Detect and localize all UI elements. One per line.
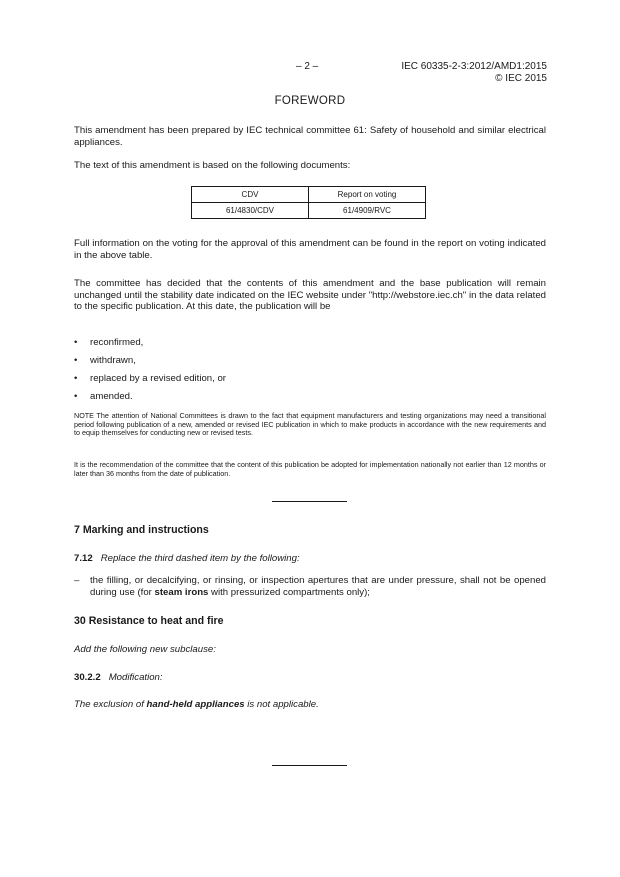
defined-term: hand-held appliances: [146, 699, 245, 710]
foreword-paragraph-4: The committee has decided that the contents of this amendment and the base publication will remain unchanged until the stability date indicated on the IEC website under "http://webstore.iec.ch" in the data related to the specific publication. At this date, the publication will be: [74, 278, 546, 313]
table-header-cdv: CDV: [192, 187, 309, 203]
table-cell-rvc: 61/4909/RVC: [309, 203, 426, 219]
recommendation-paragraph: It is the recommendation of the committee that the content of this publication be adopted for implementation nationally not earlier than 12 months or later than 36 months from the date of publication.: [74, 460, 546, 478]
foreword-paragraph-3: Full information on the voting for the approval of this amendment can be found in the report on voting indicated in the above table.: [74, 238, 546, 261]
defined-term: steam irons: [154, 586, 209, 598]
bullet-icon: •: [74, 337, 78, 348]
bullet-icon: •: [74, 373, 78, 384]
exclusion-text-part: is not applicable.: [244, 699, 319, 710]
bullet-icon: •: [74, 355, 78, 366]
subclause-7-12: [74, 553, 300, 564]
dashed-item-text-part: the filling, or decalcifying, or rinsing, or inspection apertures that are under pressure, shall not be opened during use (for: [90, 575, 546, 598]
standard-id: IEC 60335-2-3:2012/AMD1:2015: [401, 61, 547, 72]
add-subclause-instruction: Add the following new subclause:: [74, 644, 216, 655]
subclause-number: 30.2.2: [74, 672, 101, 683]
subclause-30-2-2: [74, 672, 163, 683]
dashed-item-text-part: with pressurized compartments only);: [208, 586, 370, 598]
dashed-item: [74, 575, 546, 598]
foreword-paragraph-1: This amendment has been prepared by IEC technical committee 61: Safety of household and similar electrical appliances.: [74, 125, 546, 148]
page-number: – 2 –: [296, 61, 319, 72]
bullet-icon: •: [74, 391, 78, 402]
dashed-item-text: [90, 575, 546, 598]
table-header-report: Report on voting: [309, 187, 426, 203]
exclusion-statement: [74, 699, 319, 710]
list-item-text: reconfirmed,: [90, 337, 144, 348]
list-item-text: withdrawn,: [90, 355, 136, 366]
note-paragraph: NOTE The attention of National Committees is drawn to the fact that equipment manufacturers and testing organizations may need a transitional period following publication of a new, amended or revised IEC publication in which to make products in accordance with the new requirements and to equip themselves for conducting new or revised tests.: [74, 411, 546, 438]
subclause-number: 7.12: [74, 553, 93, 564]
foreword-title: FOREWORD: [274, 95, 346, 107]
exclusion-text-part: The exclusion of: [74, 699, 147, 710]
end-rule: [272, 765, 347, 766]
table-header-row: [192, 187, 426, 203]
subclause-instruction: Modification:: [108, 672, 163, 683]
foreword-paragraph-2: The text of this amendment is based on the following documents:: [74, 160, 351, 171]
table-cell-cdv: 61/4830/CDV: [192, 203, 309, 219]
dash-icon: –: [74, 575, 80, 586]
voting-documents-table: [191, 186, 426, 219]
clause-7-heading: 7 Marking and instructions: [74, 524, 209, 536]
list-item-text: amended.: [90, 391, 133, 402]
standard-reference: [401, 61, 547, 85]
subclause-instruction: Replace the third dashed item by the following:: [100, 553, 300, 564]
separator-rule: [272, 501, 347, 502]
copyright-line: © IEC 2015: [495, 73, 547, 84]
table-row: [192, 203, 426, 219]
list-item-text: replaced by a revised edition, or: [90, 373, 226, 384]
clause-30-heading: 30 Resistance to heat and fire: [74, 615, 224, 627]
